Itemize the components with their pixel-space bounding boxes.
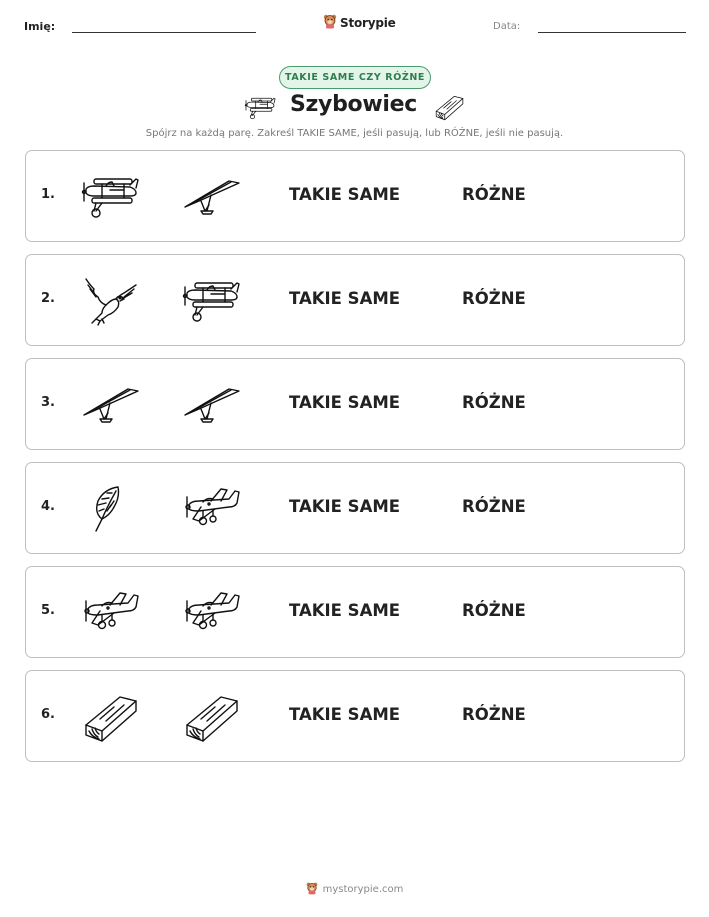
- eagle-icon: [80, 275, 140, 327]
- question-row-1: [25, 150, 685, 242]
- date-label: Data:: [493, 21, 521, 32]
- footer: [0, 880, 709, 899]
- bear-mascot-icon: [323, 13, 337, 33]
- hang-glider-icon: [80, 379, 140, 431]
- name-label: Imię:: [24, 20, 56, 33]
- propeller-plane-icon: [181, 587, 241, 639]
- footer-site-link[interactable]: mystorypie.com: [322, 884, 404, 895]
- same-option[interactable]: TAKIE SAME: [289, 289, 401, 308]
- hang-glider-icon: [181, 171, 241, 223]
- page-title: Szybowiec: [290, 92, 417, 117]
- wooden-plank-icon: [433, 93, 465, 125]
- wooden-plank-icon: [181, 691, 241, 743]
- title-row: [0, 92, 709, 124]
- propeller-plane-icon: [80, 587, 140, 639]
- different-option[interactable]: RÓŻNE: [462, 705, 526, 724]
- same-option[interactable]: TAKIE SAME: [289, 601, 401, 620]
- name-input-line[interactable]: [72, 32, 256, 33]
- row-number: 1.: [41, 187, 55, 202]
- bear-mascot-icon: [306, 880, 318, 899]
- same-option[interactable]: TAKIE SAME: [289, 497, 401, 516]
- biplane-icon: [181, 275, 241, 327]
- same-option[interactable]: TAKIE SAME: [289, 393, 401, 412]
- question-row-2: [25, 254, 685, 346]
- different-option[interactable]: RÓŻNE: [462, 601, 526, 620]
- hang-glider-icon: [181, 379, 241, 431]
- question-row-6: [25, 670, 685, 762]
- question-row-5: [25, 566, 685, 658]
- row-number: 6.: [41, 707, 55, 722]
- different-option[interactable]: RÓŻNE: [462, 393, 526, 412]
- same-option[interactable]: TAKIE SAME: [289, 185, 401, 204]
- same-option[interactable]: TAKIE SAME: [289, 705, 401, 724]
- different-option[interactable]: RÓŻNE: [462, 185, 526, 204]
- propeller-plane-icon: [181, 483, 241, 535]
- row-number: 4.: [41, 499, 55, 514]
- biplane-icon: [80, 171, 140, 223]
- row-number: 5.: [41, 603, 55, 618]
- brand-logo: [323, 13, 396, 33]
- different-option[interactable]: RÓŻNE: [462, 497, 526, 516]
- biplane-icon: [243, 94, 277, 126]
- brand-name: Storypie: [340, 16, 396, 30]
- feather-icon: [80, 483, 140, 535]
- row-number: 2.: [41, 291, 55, 306]
- question-row-4: [25, 462, 685, 554]
- different-option[interactable]: RÓŻNE: [462, 289, 526, 308]
- wooden-plank-icon: [80, 691, 140, 743]
- worksheet-type-badge: TAKIE SAME CZY RÓŻNE: [279, 66, 431, 89]
- date-input-line[interactable]: [538, 32, 686, 33]
- question-row-3: [25, 358, 685, 450]
- instructions: Spójrz na każdą parę. Zakreśl TAKIE SAME, jeśli pasują, lub RÓŻNE, jeśli nie pasują.: [145, 128, 564, 139]
- row-number: 3.: [41, 395, 55, 410]
